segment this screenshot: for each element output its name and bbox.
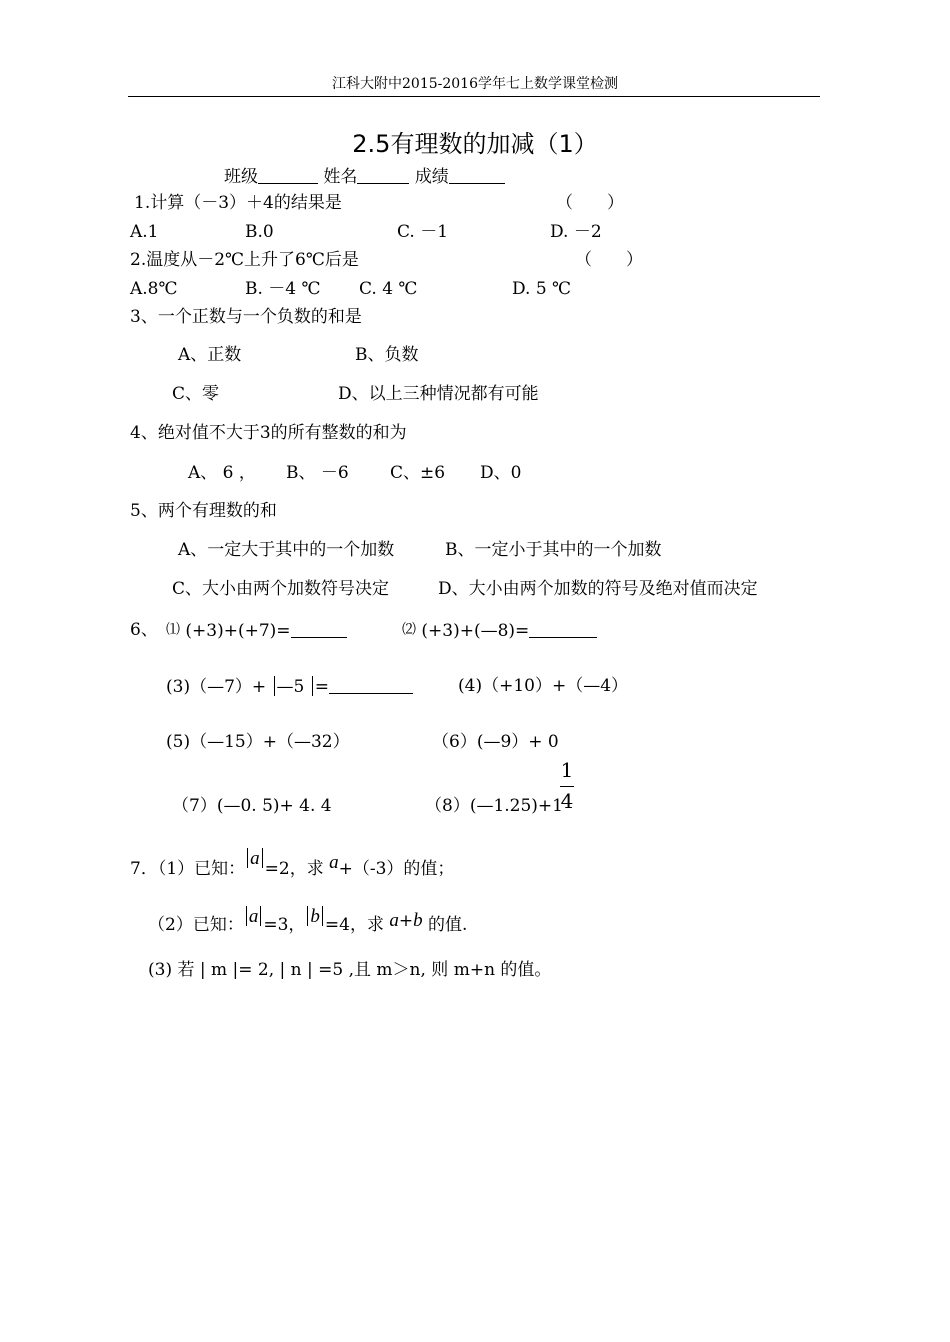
abs-bar-left <box>247 848 248 868</box>
q5-option-b: B、一定小于其中的一个加数 <box>445 540 662 560</box>
q5-option-d: D、大小由两个加数的符号及绝对值而决定 <box>438 579 758 599</box>
q3-option-d: D、以上三种情况都有可能 <box>338 384 539 404</box>
abs-bar-right <box>262 848 263 868</box>
q4-option-d: D、0 <box>480 463 522 483</box>
q6-part2-blank[interactable] <box>529 620 597 638</box>
class-label: 班级 <box>224 167 258 187</box>
header-rule <box>128 96 820 97</box>
q6-part2-label: ⑵ <box>402 622 416 638</box>
class-blank[interactable] <box>258 166 318 184</box>
q6-part1-expr: (+3)+(+7)= <box>185 621 291 641</box>
abs-bar-right <box>260 906 261 926</box>
q2-option-d: D. 5 ℃ <box>512 279 572 299</box>
q6-number: 6、 <box>130 620 158 640</box>
page-title: 2.5有理数的加减（1） <box>352 130 598 158</box>
var-a: a <box>248 906 259 927</box>
q6-part8-fraction-denominator: 4 <box>560 789 574 813</box>
q3-option-c: C、零 <box>172 384 220 404</box>
q6-part4: (4)（+10）+（—4） <box>458 676 629 696</box>
q7-part1-prefix: 7．（1）已知： <box>130 859 246 879</box>
student-info-row <box>224 166 505 187</box>
q6-part1-blank[interactable] <box>291 620 347 638</box>
q1-option-a: A.1 <box>130 222 159 242</box>
name-blank[interactable] <box>357 166 409 184</box>
var-a: a <box>389 910 399 931</box>
var-a: a <box>329 852 339 873</box>
q1-stem: 1.计算（－3）＋4的结果是 <box>134 193 342 213</box>
q5-option-a: A、一定大于其中的一个加数 <box>178 540 395 560</box>
q6-part3-expr-c: = <box>314 677 330 697</box>
abs-bar-left <box>274 676 275 696</box>
q6-part8-fraction-numerator: 1 <box>560 758 574 782</box>
q1-option-d: D. －2 <box>550 222 602 242</box>
q6-part1 <box>166 620 347 641</box>
plus-sign: + <box>398 911 414 931</box>
score-label: 成绩 <box>414 167 449 187</box>
var-b: b <box>413 910 423 931</box>
q7-part1 <box>130 848 455 881</box>
q4-option-b: B、 －6 <box>286 463 349 483</box>
q5-option-c: C、大小由两个加数符号决定 <box>172 579 390 599</box>
abs-b-expression <box>305 907 325 927</box>
q3-option-a: A、正数 <box>178 345 242 365</box>
abs-a-expression <box>244 907 264 927</box>
abs-a-expression <box>245 849 265 869</box>
q2-option-a: A.8℃ <box>130 279 178 299</box>
q7-part2-prefix: （2）已知： <box>148 915 244 935</box>
q7-part1-eq: =2，求 <box>264 859 330 879</box>
q1-option-b: B.0 <box>245 222 274 242</box>
q6-part2-expr: (+3)+(—8)= <box>421 621 530 641</box>
var-b: b <box>310 906 320 927</box>
q7-part2-tail: 的值. <box>428 915 468 935</box>
q6-part7: （7）(—0. 5)+ 4. 4 <box>172 796 332 816</box>
q2-stem: 2.温度从－2℃上升了6℃后是 <box>130 250 359 270</box>
abs-bar-left <box>307 906 308 926</box>
a-plus-b-expression <box>389 911 422 931</box>
q3-option-b: B、负数 <box>355 345 419 365</box>
abs-bar-right <box>322 906 323 926</box>
q6-part3-expr-b: —5 <box>276 677 310 697</box>
q6-part3-blank[interactable] <box>329 676 413 694</box>
q6-part3-expr-a: (3)（—7）+ <box>166 677 272 697</box>
page-header: 江科大附中2015-2016学年七上数学课堂检测 <box>332 76 618 92</box>
q2-answer-bracket[interactable]: （ ） <box>575 250 643 270</box>
q4-option-a: A、 6 ， <box>188 463 256 483</box>
q7-part3: (3) 若 | m |= 2, | n | =5 ,且 m＞n, 则 m+n 的值。 <box>148 960 552 980</box>
q7-part1-tail: +（-3）的值； <box>338 859 455 879</box>
name-label: 姓名 <box>323 167 358 187</box>
var-a: a <box>250 848 260 869</box>
q4-stem: 4、绝对值不大于3的所有整数的和为 <box>130 423 407 443</box>
abs-bar-left <box>246 906 247 926</box>
q7-part2-eq-b: =4，求 <box>324 915 390 935</box>
q6-part6: （6）(—9）+ 0 <box>432 732 559 752</box>
q6-part1-label: ⑴ <box>166 622 180 638</box>
q6-part2 <box>402 620 597 641</box>
q7-part2-eq-a: =3， <box>263 915 306 935</box>
q7-part2 <box>148 906 468 937</box>
q2-option-c: C. 4 ℃ <box>359 279 418 299</box>
q6-part8-fraction-bar <box>560 786 574 787</box>
q6-part3 <box>166 676 413 697</box>
q3-stem: 3、一个正数与一个负数的和是 <box>130 307 362 327</box>
q2-option-b: B. －4 ℃ <box>245 279 321 299</box>
q4-option-c: C、±6 <box>390 463 446 483</box>
abs-bar-right <box>312 676 313 696</box>
q1-option-c: C. －1 <box>397 222 449 242</box>
score-blank[interactable] <box>449 166 505 184</box>
q1-answer-bracket[interactable]: （ ） <box>556 193 624 213</box>
q6-part5: (5)（—15）+（—32） <box>166 732 350 752</box>
q5-stem: 5、两个有理数的和 <box>130 501 277 521</box>
q6-part8: （8）(—1.25)+1 <box>425 796 563 816</box>
